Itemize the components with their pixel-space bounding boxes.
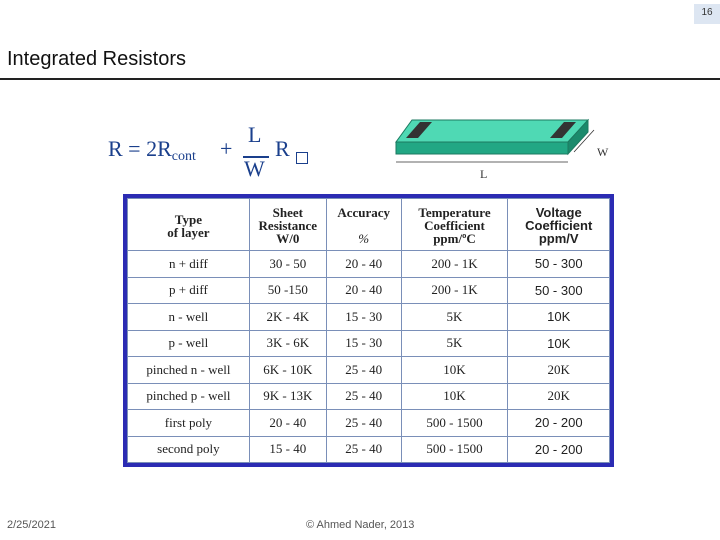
table-cell: 20 - 40 xyxy=(326,277,401,304)
formula-plus: + xyxy=(220,136,233,161)
table-cell: n + diff xyxy=(128,251,250,278)
formula-numerator: L xyxy=(248,122,262,147)
table-cell: second poly xyxy=(128,436,250,463)
square-symbol xyxy=(296,152,308,164)
table-cell: 20 - 200 xyxy=(508,410,610,437)
table-cell: 30 - 50 xyxy=(249,251,326,278)
table-cell: 50 -150 xyxy=(249,277,326,304)
table-cell: 10K xyxy=(401,357,508,384)
table-cell: 200 - 1K xyxy=(401,277,508,304)
table-cell: 20K xyxy=(508,357,610,384)
resistor-table xyxy=(123,194,614,467)
table-cell: 2K - 4K xyxy=(249,304,326,331)
table-cell: 500 - 1500 xyxy=(401,410,508,437)
table-row xyxy=(128,277,610,304)
title-divider xyxy=(0,78,720,80)
header-voltage-coefficient: Voltage Coefficient ppm/V xyxy=(508,199,610,251)
table-cell: 50 - 300 xyxy=(508,277,610,304)
header-temperature-coefficient: Temperature Coefficient ppm/ºC xyxy=(401,199,508,251)
table-cell: 25 - 40 xyxy=(326,357,401,384)
table-row xyxy=(128,436,610,463)
table-cell: n - well xyxy=(128,304,250,331)
table-cell: 10K xyxy=(508,304,610,331)
table-cell: 25 - 40 xyxy=(326,436,401,463)
table-row xyxy=(128,410,610,437)
table-cell: 10K xyxy=(401,383,508,410)
resistor-diagram xyxy=(392,112,622,182)
table-cell: pinched p - well xyxy=(128,383,250,410)
table-row xyxy=(128,304,610,331)
table-cell: 200 - 1K xyxy=(401,251,508,278)
table-row xyxy=(128,330,610,357)
table-cell: 20 - 40 xyxy=(249,410,326,437)
table-cell: 20 - 40 xyxy=(326,251,401,278)
table-cell: 500 - 1500 xyxy=(401,436,508,463)
slide-number: 16 xyxy=(694,4,720,24)
table-row xyxy=(128,251,610,278)
length-label: L xyxy=(480,167,488,181)
table-cell: 10K xyxy=(508,330,610,357)
formula-lhs: $R = 2R_{cont}$ xyxy=(108,136,196,164)
resistance-formula xyxy=(108,122,308,182)
table-cell: p + diff xyxy=(128,277,250,304)
resistor-properties-table xyxy=(127,198,610,463)
table-cell: 5K xyxy=(401,330,508,357)
table-cell: 15 - 30 xyxy=(326,304,401,331)
resistor-front-face xyxy=(396,142,568,154)
header-sheet-resistance: Sheet Resistance W/0 xyxy=(249,199,326,251)
table-cell: first poly xyxy=(128,410,250,437)
table-cell: 15 - 40 xyxy=(249,436,326,463)
table-cell: 3K - 6K xyxy=(249,330,326,357)
table-cell: 6K - 10K xyxy=(249,357,326,384)
formula-r-symbol: R xyxy=(275,136,290,161)
header-type: Type of layer xyxy=(128,199,250,251)
formula-denominator: W xyxy=(244,156,265,181)
footer-copyright: © Ahmed Nader, 2013 xyxy=(306,519,415,531)
table-cell: 25 - 40 xyxy=(326,410,401,437)
table-row xyxy=(128,357,610,384)
table-cell: 20 - 200 xyxy=(508,436,610,463)
table-cell: 50 - 300 xyxy=(508,251,610,278)
table-header-row xyxy=(128,199,610,251)
table-row xyxy=(128,383,610,410)
table-cell: pinched n - well xyxy=(128,357,250,384)
table-cell: 25 - 40 xyxy=(326,383,401,410)
table-cell: 15 - 30 xyxy=(326,330,401,357)
table-cell: 20K xyxy=(508,383,610,410)
footer-date: 2/25/2021 xyxy=(7,519,56,531)
slide-title: Integrated Resistors xyxy=(7,48,186,70)
table-cell: 5K xyxy=(401,304,508,331)
table-cell: p - well xyxy=(128,330,250,357)
header-accuracy: Accuracy % xyxy=(326,199,401,251)
width-label: W xyxy=(597,145,609,159)
table-cell: 9K - 13K xyxy=(249,383,326,410)
